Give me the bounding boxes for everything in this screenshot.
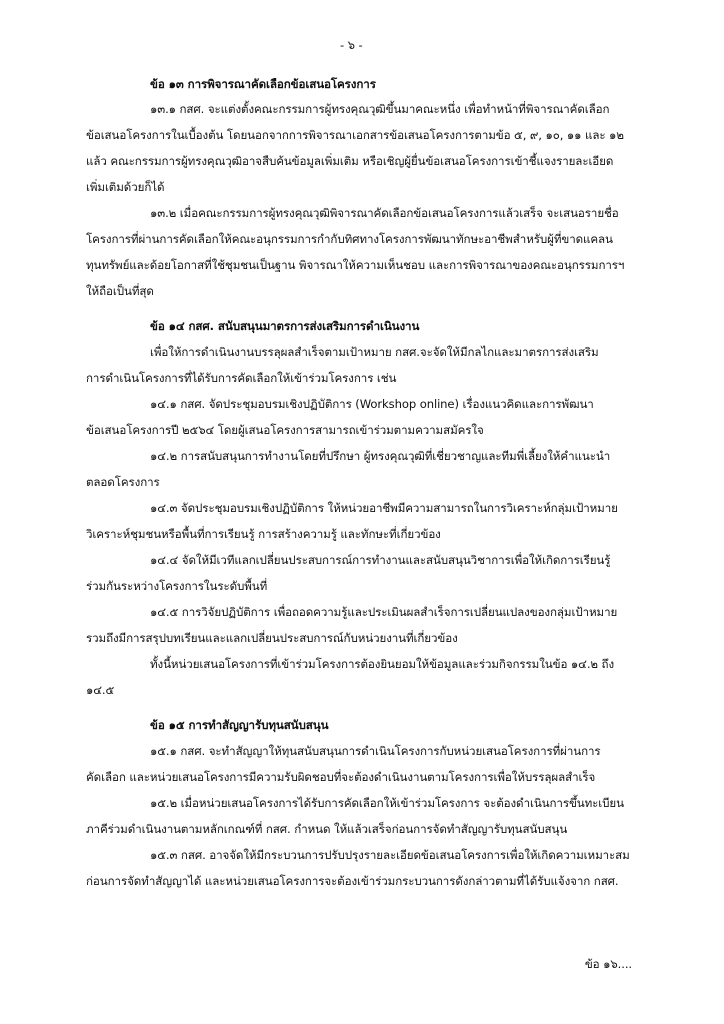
section-13-heading: ข้อ ๑๓ การพิจารณาคัดเลือกข้อเสนอโครงการ: [150, 77, 376, 91]
paragraph-line: ๑๔.๕ การวิจัยปฏิบัติการ เพื่อถอดความรู้และประเมินผลสำเร็จการเปลี่ยนแปลงของกลุ่มเป้าหมาย: [150, 605, 618, 619]
paragraph-line: ๑๓.๒ เมื่อคณะกรรมการผู้ทรงคุณวุฒิพิจารณาคัดเลือกข้อเสนอโครงการแล้วเสร็จ จะเสนอรายชื่อ: [150, 206, 619, 220]
paragraph-line: การดำเนินโครงการที่ได้รับการคัดเลือกให้เข้าร่วมโครงการ เช่น: [86, 371, 397, 385]
paragraph-line: ๑๔.๔ จัดให้มีเวทีแลกเปลี่ยนประสบการณ์การทำงานและสนับสนุนวิชาการเพื่อให้เกิดการเรียนรู้: [150, 553, 611, 567]
section-15-heading: ข้อ ๑๕ การทำสัญญารับทุนสนับสนุน: [150, 718, 329, 732]
paragraph-line: ตลอดโครงการ: [86, 475, 160, 489]
paragraph-line: โครงการที่ผ่านการคัดเลือกให้คณะอนุกรรมการกำกับทิศทางโครงการพัฒนาทักษะอาชีพสำหรับผู้ที่ขาดแคลน: [86, 232, 613, 246]
paragraph-line: เพื่อให้การดำเนินงานบรรลุผลสำเร็จตามเป้าหมาย กสศ.จะจัดให้มีกลไกและมาตรการส่งเสริม: [150, 345, 599, 359]
paragraph-line: ๑๓.๑ กสศ. จะแต่งตั้งคณะกรรมการผู้ทรงคุณวุฒิขึ้นมาคณะหนึ่ง เพื่อทำหน้าที่พิจารณาคัดเลือก: [150, 102, 610, 116]
paragraph-line: รวมถึงมีการสรุปบทเรียนและแลกเปลี่ยนประสบการณ์กับหน่วยงานที่เกี่ยวข้อง: [86, 631, 458, 645]
paragraph-line: ร่วมกันระหว่างโครงการในระดับพื้นที่: [86, 579, 268, 593]
continuation-marker: ข้อ ๑๖....: [584, 957, 632, 971]
page-number: - ๖ -: [340, 38, 363, 52]
paragraph-line: ก่อนการจัดทำสัญญาได้ และหน่วยเสนอโครงการจะต้องเข้าร่วมกระบวนการดังกล่าวตามที่ได้รับแจ้งจาก กสศ.: [86, 874, 619, 888]
paragraph-line: ๑๕.๑ กสศ. จะทำสัญญาให้ทุนสนับสนุนการดำเนินโครงการกับหน่วยเสนอโครงการที่ผ่านการ: [150, 744, 601, 758]
paragraph-line: ๑๔.๓ จัดประชุมอบรมเชิงปฏิบัติการ ให้หน่วยอาชีพมีความสามารถในการวิเคราะห์กลุ่มเป้าหมาย: [150, 501, 618, 515]
paragraph-line: ๑๕.๒ เมื่อหน่วยเสนอโครงการได้รับการคัดเลือกให้เข้าร่วมโครงการ จะต้องดำเนินการขึ้นทะเบียน: [150, 796, 624, 810]
paragraph-line: ๑๔.๒ การสนับสนุนการทำงานโดยที่ปรึกษา ผู้ทรงคุณวุฒิที่เชี่ยวชาญและทีมพี่เลี้ยงให้คำแนะนำ: [150, 449, 611, 463]
paragraph-line: ภาคีร่วมดำเนินงานตามหลักเกณฑ์ที่ กสศ. กำหนด ให้แล้วเสร็จก่อนการจัดทำสัญญารับทุนสนับสนุน: [86, 822, 568, 836]
paragraph-line: วิเคราะห์ชุมชนหรือพื้นที่การเรียนรู้ การสร้างความรู้ และทักษะที่เกี่ยวข้อง: [86, 527, 441, 541]
section-14-heading: ข้อ ๑๔ กสศ. สนับสนุนมาตรการส่งเสริมการดำเนินงาน: [150, 319, 420, 333]
paragraph-line: ทุนทรัพย์และด้อยโอกาสที่ใช้ชุมชนเป็นฐาน พิจารณาให้ความเห็นชอบ และการพิจารณาของคณะอนุกรรมการฯ: [86, 258, 625, 272]
paragraph-line: ทั้งนี้หน่วยเสนอโครงการที่เข้าร่วมโครงการต้องยินยอมให้ข้อมูลและร่วมกิจกรรมในข้อ ๑๔.๒ ถึง: [150, 657, 615, 671]
paragraph-line: คัดเลือก และหน่วยเสนอโครงการมีความรับผิดชอบที่จะต้องดำเนินงานตามโครงการเพื่อให้บรรลุผลสำเร็จ: [86, 770, 596, 784]
paragraph-line: ข้อเสนอโครงการปี ๒๕๖๔ โดยผู้เสนอโครงการสามารถเข้าร่วมตามความสมัครใจ: [86, 423, 484, 437]
paragraph-line: ๑๔.๑ กสศ. จัดประชุมอบรมเชิงปฏิบัติการ (Workshop online) เรื่องแนวคิดและการพัฒนา: [150, 397, 594, 411]
paragraph-line: แล้ว คณะกรรมการผู้ทรงคุณวุฒิอาจสืบค้นข้อมูลเพิ่มเติม หรือเชิญผู้ยื่นข้อเสนอโครงการเข้าชี้แจงรายละเอียด: [86, 154, 614, 168]
paragraph-line: เพิ่มเติมด้วยก็ได้: [86, 180, 165, 194]
paragraph-line: ให้ถือเป็นที่สุด: [86, 284, 154, 298]
paragraph-line: ๑๔.๕: [86, 683, 115, 697]
paragraph-line: ๑๕.๓ กสศ. อาจจัดให้มีกระบวนการปรับปรุงรายละเอียดข้อเสนอโครงการเพื่อให้เกิดความเหมาะสม: [150, 848, 630, 862]
paragraph-line: ข้อเสนอโครงการในเบื้องต้น โดยนอกจากการพิจารณาเอกสารข้อเสนอโครงการตามข้อ ๕, ๙, ๑๐, ๑๑ และ ๑๒: [86, 128, 624, 142]
